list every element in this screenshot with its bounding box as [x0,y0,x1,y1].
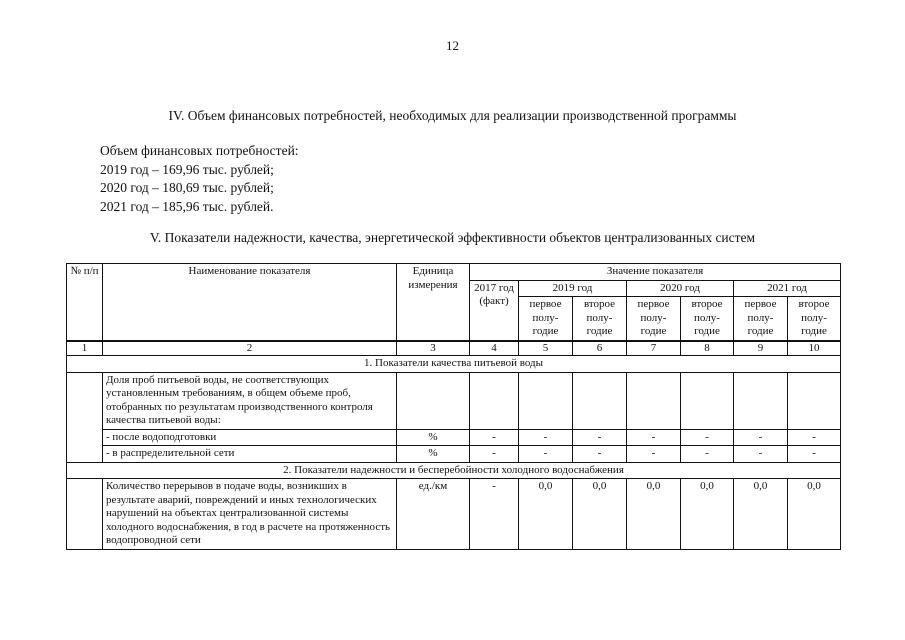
column-number: 4 [470,341,519,356]
value-cell: - [519,429,573,446]
financial-needs-block [100,142,299,216]
section-row [67,462,841,479]
indicators-table [66,263,841,550]
value-cell: - [788,429,841,446]
section-5-title: V. Показатели надежности, качества, энергетической эффективности объектов централизованных систем [149,230,756,245]
table-row [67,429,841,446]
value-cell: - [470,429,519,446]
header-second-half: второе полу-годие [788,297,841,341]
financial-needs-2021: 2021 год – 185,96 тыс. рублей. [100,198,274,214]
header-first-half: первое полу-годие [734,297,788,341]
column-number: 9 [734,341,788,356]
section-4-title: IV. Объем финансовых потребностей, необходимых для реализации производственной программы [168,108,737,123]
value-cell: - [627,446,681,463]
section-2-title: 2. Показатели надежности и бесперебойности холодного водоснабжения [67,462,841,479]
column-number: 1 [67,341,103,356]
value-cell: - [788,446,841,463]
financial-needs-2020: 2020 год – 180,69 тыс. рублей; [100,180,274,195]
header-second-half: второе полу-годие [681,297,734,341]
financial-needs-intro: Объем финансовых потребностей: [100,143,299,158]
table-row [67,446,841,463]
value-cell: 0,0 [681,479,734,550]
column-number: 2 [103,341,397,356]
indicator-unit: ед./км [397,479,470,550]
table-header-row [67,264,841,281]
value-cell: - [519,446,573,463]
indicator-description: Доля проб питьевой воды, не соответствующих установленным требованиям, в общем объеме проб, отобранных по результатам производственного контроля качества питьевой воды: [103,372,397,429]
header-unit: Единица измерения [397,264,470,341]
value-cell: 0,0 [788,479,841,550]
table-row [67,479,841,550]
indicator-name: - после водоподготовки [103,429,397,446]
section-row [67,356,841,373]
value-cell: - [734,429,788,446]
column-number: 7 [627,341,681,356]
header-num: № п/п [67,264,103,341]
section-1-title: 1. Показатели качества питьевой воды [67,356,841,373]
indicator-unit: % [397,446,470,463]
value-cell: - [573,446,627,463]
header-first-half: первое полу-годие [519,297,573,341]
header-2019: 2019 год [519,280,627,297]
header-name: Наименование показателя [103,264,397,341]
page-number: 12 [446,38,459,53]
header-value: Значение показателя [470,264,841,281]
value-cell: - [681,429,734,446]
indicator-name: Количество перерывов в подаче воды, возникших в результате аварий, повреждений и иных технологических нарушений на объектах централизованной системы холодного водоснабжения, в год в расчете на протяженность водопроводной сети [103,479,397,550]
column-number: 5 [519,341,573,356]
value-cell: - [470,479,519,550]
value-cell: - [734,446,788,463]
header-2021: 2021 год [734,280,841,297]
column-number: 10 [788,341,841,356]
value-cell: 0,0 [573,479,627,550]
column-numbers-row [67,341,841,356]
value-cell: - [681,446,734,463]
value-cell: - [470,446,519,463]
row-num-cell [67,479,103,550]
indicator-unit: % [397,429,470,446]
value-cell: 0,0 [519,479,573,550]
column-number: 8 [681,341,734,356]
table-row [67,372,841,429]
financial-needs-2019: 2019 год – 169,96 тыс. рублей; [100,161,274,177]
column-number: 3 [397,341,470,356]
header-2017: 2017 год (факт) [470,280,519,341]
value-cell: 0,0 [627,479,681,550]
value-cell: - [573,429,627,446]
indicator-name: - в распределительной сети [103,446,397,463]
value-cell: - [627,429,681,446]
header-second-half: второе полу-годие [573,297,627,341]
value-cell: 0,0 [734,479,788,550]
column-number: 6 [573,341,627,356]
header-first-half: первое полу-годие [627,297,681,341]
header-2020: 2020 год [627,280,734,297]
row-num-cell [67,372,103,462]
